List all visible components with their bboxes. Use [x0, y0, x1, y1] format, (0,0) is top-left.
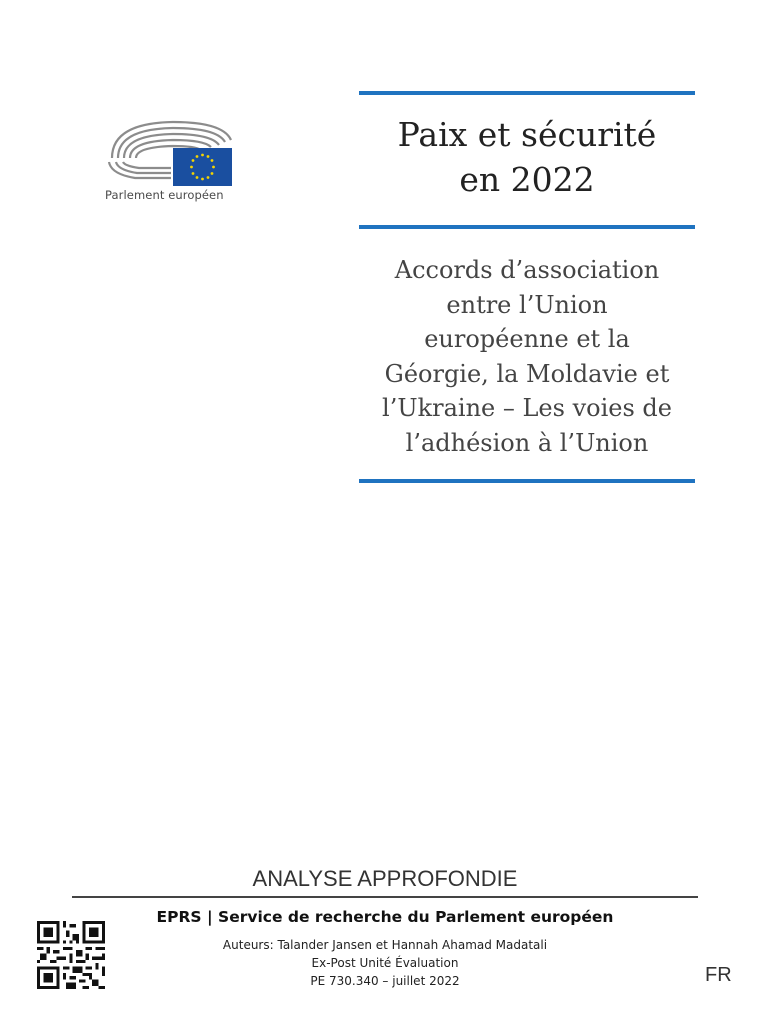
subtitle-line: européenne et la [424, 325, 630, 353]
document-subtitle [359, 253, 695, 460]
title-top-rule [359, 91, 695, 95]
document-reference: PE 730.340 – juillet 2022 [310, 974, 460, 988]
logo-text: Parlement européen [105, 188, 224, 202]
subtitle-line: entre l’Union [446, 290, 608, 319]
title-line-1: Paix et sécurité [397, 115, 657, 154]
european-parliament-logo [105, 118, 240, 208]
subtitle-bottom-rule [359, 479, 695, 483]
subtitle-line: Géorgie, la Moldavie et [384, 359, 670, 388]
title-line-2: en 2022 [459, 160, 595, 199]
document-title [359, 112, 695, 202]
document-type: ANALYSE APPROFONDIE [252, 866, 518, 891]
subtitle-line: l’adhésion à l’Union [405, 428, 649, 457]
service-name: EPRS | Service de recherche du Parlement européen [156, 908, 614, 926]
language-code: FR [705, 964, 732, 986]
footer-divider [72, 896, 698, 898]
subtitle-line: l’Ukraine – Les voies de [382, 394, 672, 422]
unit-name: Ex-Post Unité Évaluation [311, 956, 459, 970]
parliament-hemicycle-icon [105, 118, 240, 190]
authors: Auteurs: Talander Jansen et Hannah Ahamad Madatali [222, 938, 548, 952]
subtitle-line: Accords d’association [394, 256, 660, 284]
qr-code-icon [37, 921, 105, 989]
title-bottom-rule [359, 225, 695, 229]
